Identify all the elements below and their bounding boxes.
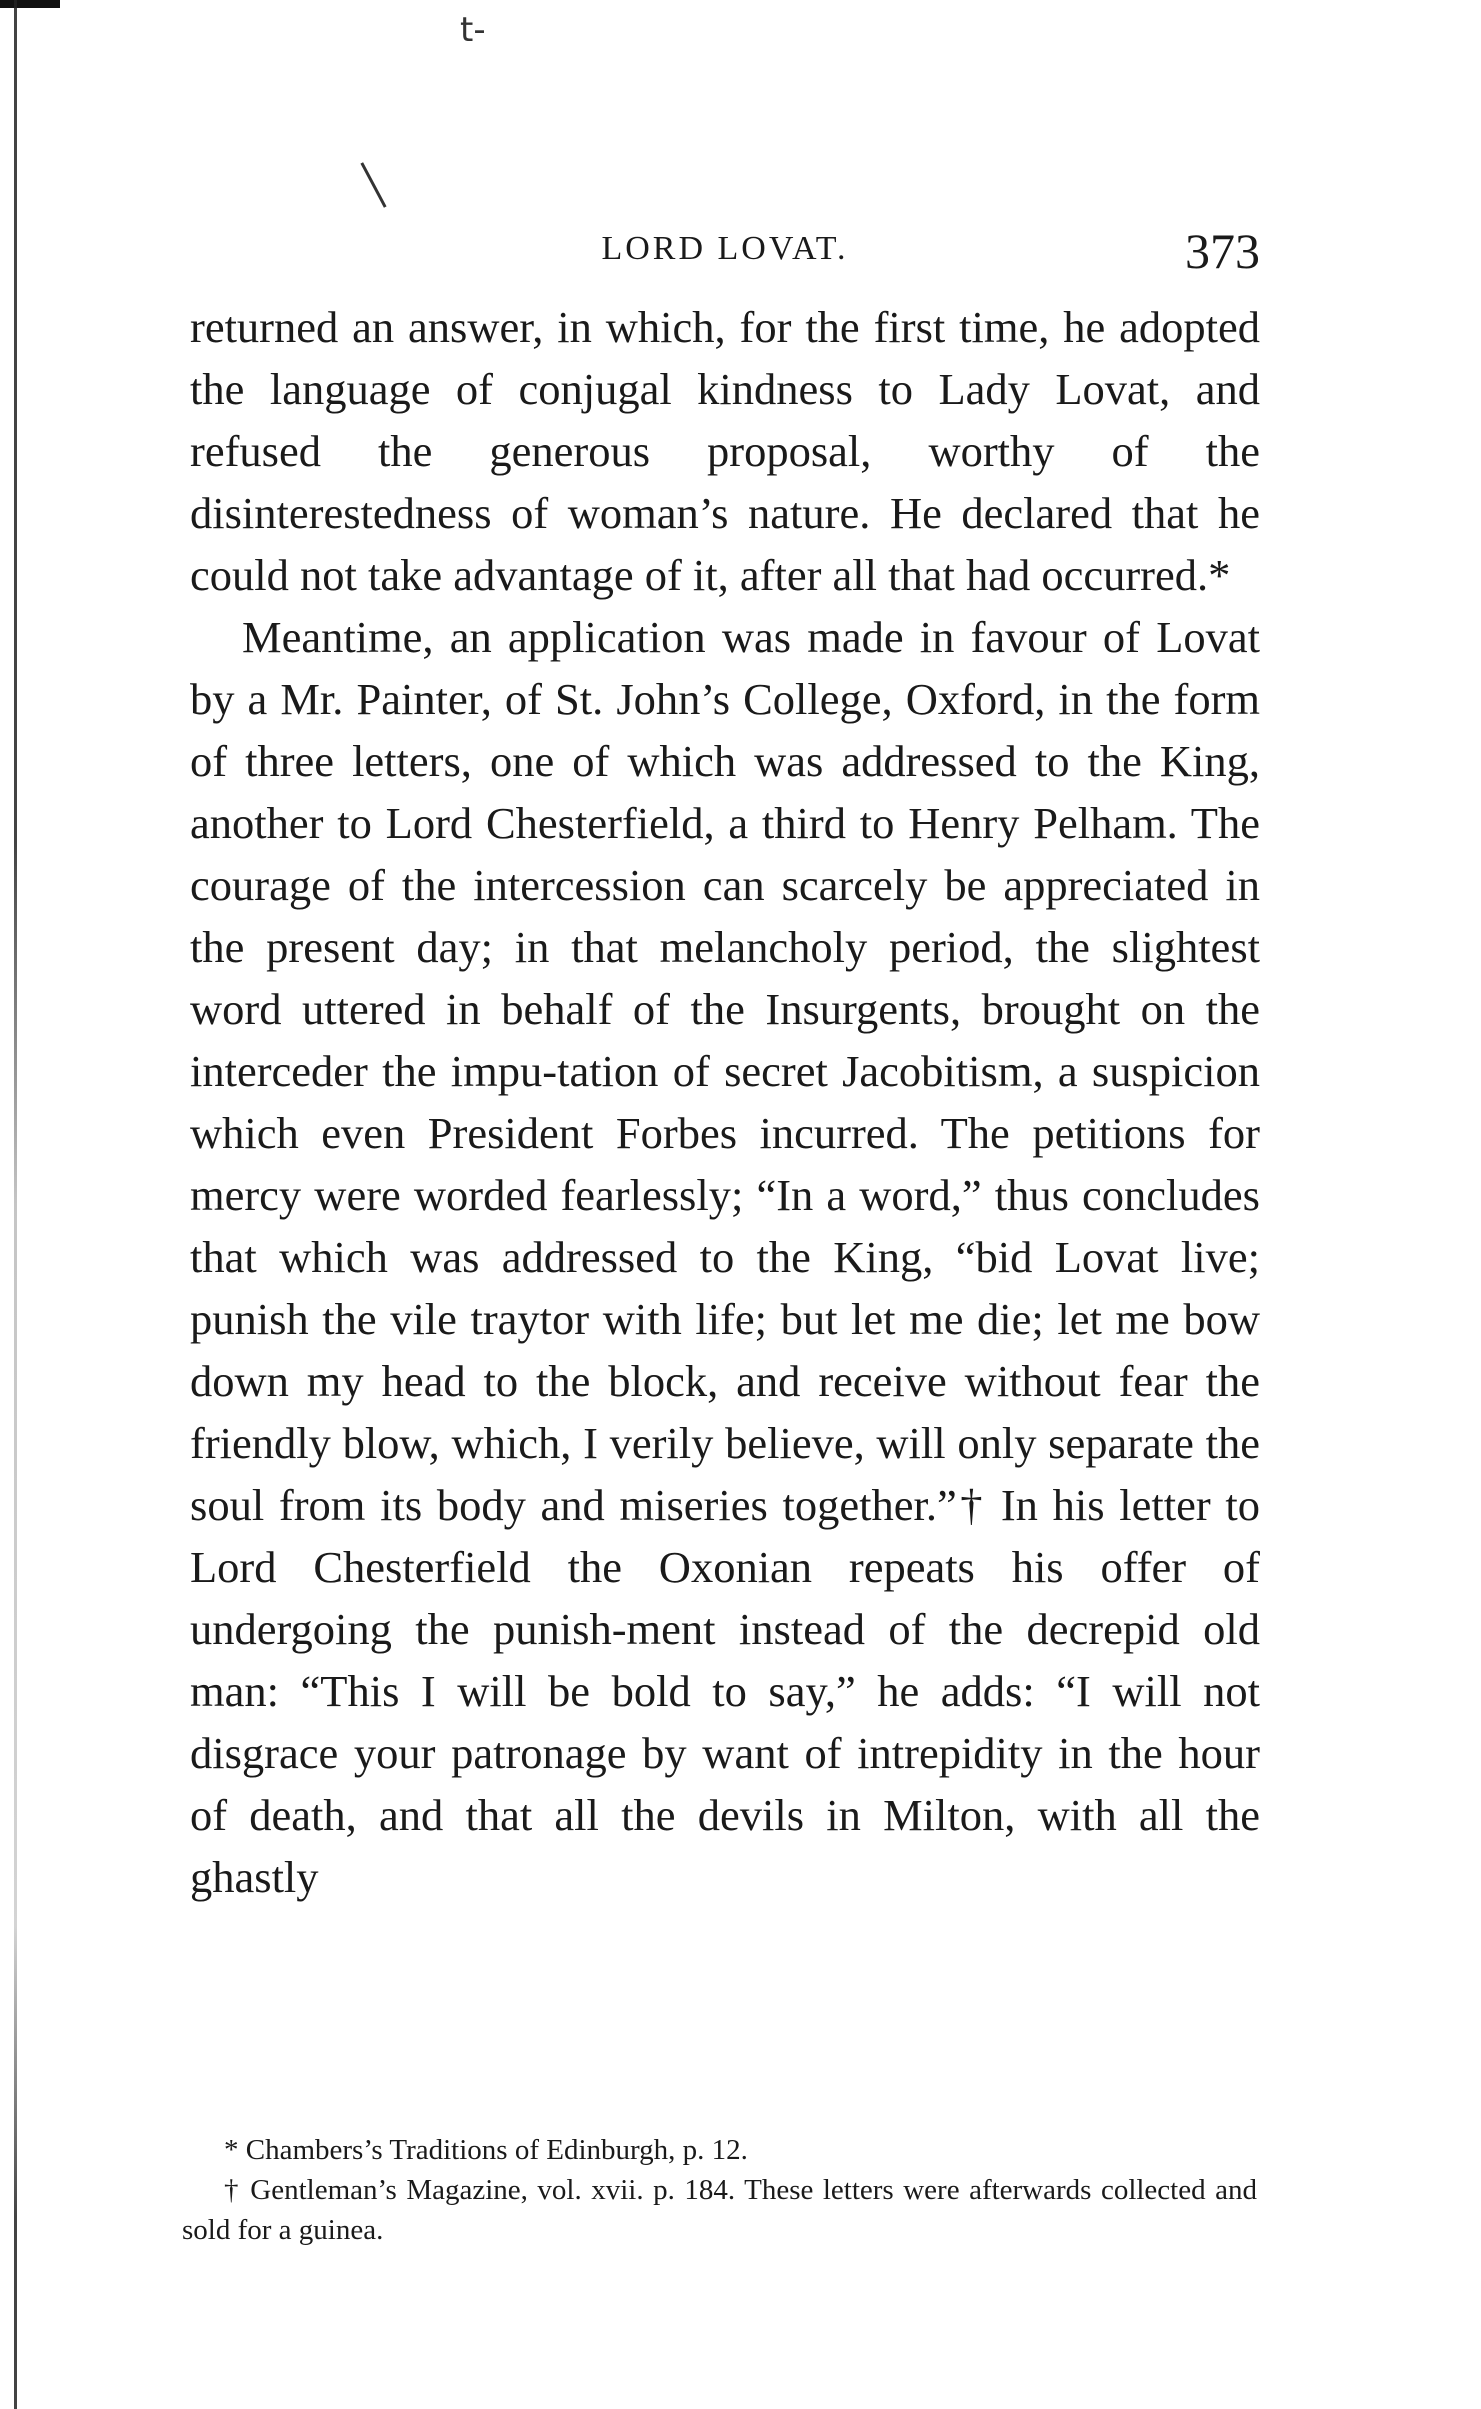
scan-edge-left <box>14 0 17 2409</box>
footnotes <box>182 2130 1257 2250</box>
ink-mark: t- <box>460 10 486 50</box>
ink-stroke <box>360 162 386 208</box>
body-text <box>190 296 1260 1908</box>
page-number: 373 <box>1185 223 1260 279</box>
footnote: * Chambers’s Traditions of Edinburgh, p. 12. <box>224 2134 748 2166</box>
running-title: LORD LOVAT. <box>601 230 849 267</box>
page-header <box>190 222 1260 282</box>
footnote: † Gentleman’s Magazine, vol. xvii. p. 184. These letters were afterwards collected and sold for a guinea. <box>182 2174 1257 2246</box>
scan-edge-top <box>0 0 60 8</box>
paragraph: Meantime, an application was made in favour of Lovat by a Mr. Painter, of St. John’s College, Oxford, in the form of three letters, one of which was addressed to the King, another to Lord Chesterfield, a third to Henry Pelham. The courage of the intercession can scarcely be appreciated in the present day; in that melancholy period, the slightest word uttered in behalf of the Insurgents, brought on the interceder the impu-tation of secret Jacobitism, a suspicion which even President Forbes incurred. The petitions for mercy were worded fearlessly; “In a word,” thus concludes that which was addressed to the King, “bid Lovat live; punish the vile traytor with life; but let me die; let me bow down my head to the block, and receive without fear the friendly blow, which, I verily believe, will only separate the soul from its body and miseries together.”† In his letter to Lord Chesterfield the Oxonian repeats his offer of undergoing the punish-ment instead of the decrepid old man: “This I will be bold to say,” he adds: “I will not disgrace your patronage by want of intrepidity in the hour of death, and that all the devils in Milton, with all the ghastly <box>190 612 1260 1902</box>
paragraph: returned an answer, in which, for the first time, he adopted the language of conjugal kindness to Lady Lovat, and refused the generous proposal, worthy of the disinterestedness of woman’s nature. He declared that he could not take advantage of it, after all that had occurred.* <box>190 302 1260 600</box>
